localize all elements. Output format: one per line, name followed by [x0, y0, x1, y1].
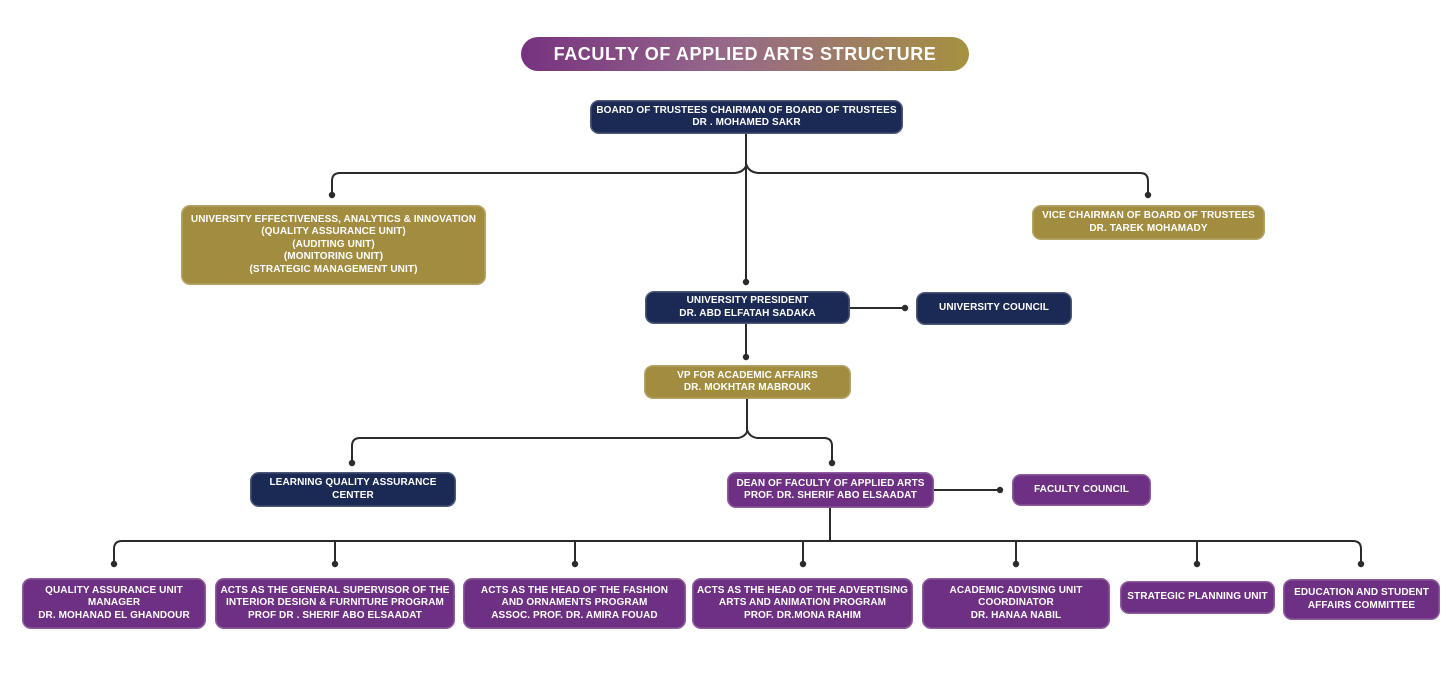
node-line: LEARNING QUALITY ASSURANCE	[269, 477, 437, 488]
node-line: (QUALITY ASSURANCE UNIT)	[261, 226, 406, 238]
node-line: MANAGER	[87, 597, 141, 609]
node-learning-quality-assurance-center	[250, 472, 456, 507]
node-line: DR . MOHAMED SAKR	[692, 117, 801, 128]
node-interior-design-supervisor	[215, 578, 455, 629]
node-line: AFFAIRS COMMITTEE	[1307, 599, 1416, 611]
node-line: FACULTY COUNCIL	[1033, 483, 1129, 495]
node-line: COORDINATOR	[978, 597, 1054, 609]
node-line: EDUCATION AND STUDENT	[1294, 587, 1429, 598]
node-line: DR. MOHANAD EL GHANDOUR	[38, 609, 190, 621]
node-line: UNIVERSITY PRESIDENT	[686, 295, 809, 306]
node-fashion-ornaments-head	[463, 578, 686, 629]
node-qa-unit-manager	[22, 578, 206, 629]
node-line: (AUDITING UNIT)	[292, 238, 375, 250]
chart-title-text: FACULTY OF APPLIED ARTS STRUCTURE	[553, 43, 937, 64]
node-academic-advising-coordinator	[922, 578, 1110, 629]
node-line: PROF. DR. SHERIF ABO ELSAADAT	[744, 490, 917, 501]
node-university-president	[645, 291, 850, 324]
node-line: QUALITY ASSURANCE UNIT	[45, 584, 183, 596]
node-line: AND ORNAMENTS PROGRAM	[501, 597, 648, 609]
node-line: DR. HANAA NABIL	[970, 609, 1062, 621]
node-line: ASSOC. PROF. DR. AMIRA FOUAD	[491, 609, 658, 621]
node-vice-chairman	[1032, 205, 1265, 240]
node-advertising-animation-head	[692, 578, 913, 629]
node-line: CENTER	[332, 489, 374, 501]
node-university-effectiveness	[181, 205, 486, 285]
node-line: (MONITORING UNIT)	[283, 251, 384, 263]
connector-bottom-rail	[114, 541, 1361, 561]
node-line: ARTS AND ANIMATION PROGRAM	[718, 597, 887, 609]
node-line: (STRATEGIC MANAGEMENT UNIT)	[249, 263, 418, 275]
connector-vp-children-brace	[352, 431, 832, 460]
node-line: ACTS AS THE HEAD OF THE FASHION	[480, 584, 669, 596]
node-line: PROF DR . SHERIF ABO ELSAADAT	[247, 609, 422, 621]
node-line: BOARD OF TRUSTEES CHAIRMAN OF BOARD OF TRUSTEES	[596, 104, 897, 116]
node-line: ACTS AS THE HEAD OF THE ADVERTISING	[696, 584, 909, 596]
node-board-of-trustees	[590, 100, 903, 134]
node-line: DR. MOKHTAR MABROUK	[683, 382, 812, 393]
node-education-student-affairs	[1283, 579, 1440, 620]
connector-board-children-brace	[332, 165, 1148, 192]
node-line: UNIVERSITY EFFECTIVENESS, ANALYTICS & INNOVATION	[190, 213, 477, 225]
node-line: DR. ABD ELFATAH SADAKA	[679, 307, 816, 319]
node-line: DR. TAREK MOHAMADY	[1089, 222, 1208, 234]
node-line: PROF. DR.MONA RAHIM	[743, 609, 862, 621]
node-dean-applied-arts	[727, 472, 934, 508]
node-line: VP FOR ACADEMIC AFFAIRS	[677, 369, 818, 381]
node-line: UNIVERSITY COUNCIL	[939, 302, 1049, 314]
node-line: STRATEGIC PLANNING UNIT	[1127, 591, 1268, 603]
node-faculty-council	[1012, 474, 1151, 506]
node-line: INTERIOR DESIGN & FURNITURE PROGRAM	[226, 597, 444, 609]
node-line: ACADEMIC ADVISING UNIT	[949, 584, 1083, 596]
node-line: DEAN OF FACULTY OF APPLIED ARTS	[736, 477, 925, 489]
node-line: ACTS AS THE GENERAL SUPERVISOR OF THE	[220, 584, 450, 596]
node-strategic-planning-unit	[1120, 581, 1275, 614]
node-line: VICE CHAIRMAN OF BOARD OF TRUSTEES	[1042, 210, 1255, 221]
node-vp-academic-affairs	[644, 365, 851, 399]
node-university-council	[916, 292, 1072, 325]
chart-title	[521, 37, 969, 71]
